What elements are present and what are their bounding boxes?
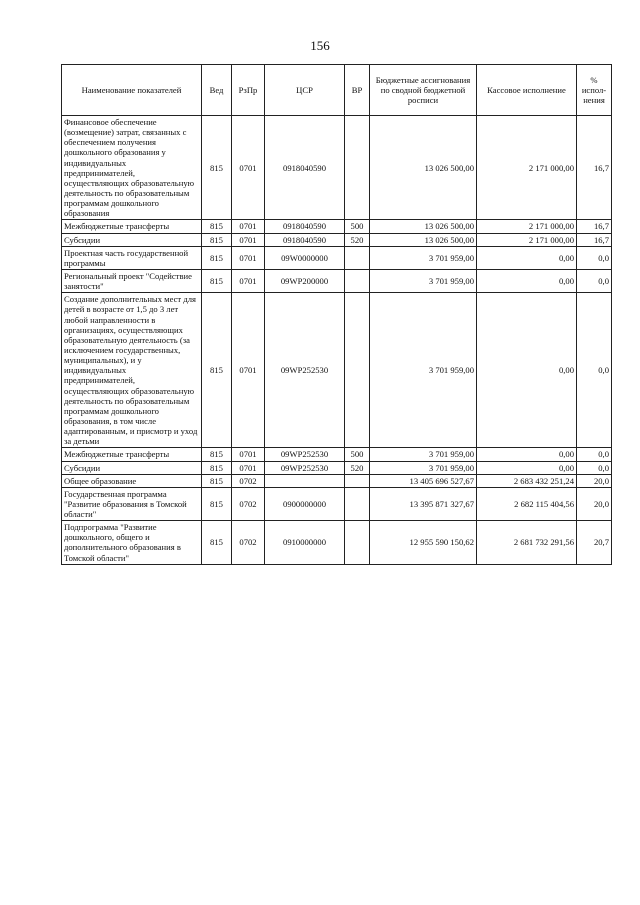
table-row xyxy=(62,448,612,461)
cell-ved: 815 xyxy=(202,448,232,461)
cell-rzpr: 0701 xyxy=(232,448,265,461)
cell-assignations: 13 026 500,00 xyxy=(370,116,477,220)
cell-assignations: 3 701 959,00 xyxy=(370,448,477,461)
table-row xyxy=(62,521,612,565)
cell-name: Межбюджетные трансферты xyxy=(62,220,202,233)
header-rzpr: РзПр xyxy=(232,65,265,116)
table-row xyxy=(62,116,612,220)
cell-vr: 500 xyxy=(345,448,370,461)
header-percent: % испол-нения xyxy=(577,65,612,116)
cell-name: Субсидии xyxy=(62,233,202,246)
cell-percent: 0,0 xyxy=(577,246,612,269)
cell-ved: 815 xyxy=(202,461,232,474)
cell-csr: 0910000000 xyxy=(265,521,345,565)
cell-percent: 20,7 xyxy=(577,521,612,565)
cell-execution: 0,00 xyxy=(477,246,577,269)
cell-rzpr: 0701 xyxy=(232,116,265,220)
cell-execution: 2 681 732 291,56 xyxy=(477,521,577,565)
cell-rzpr: 0702 xyxy=(232,487,265,520)
cell-vr: 520 xyxy=(345,233,370,246)
cell-ved: 815 xyxy=(202,246,232,269)
cell-name: Финансовое обеспечение (возмещение) затрат, связанных с обеспечением получения дошкольного образования у индивидуальных предпринимателей, осуществляющих образовательную деятельность по образовательным программам дошкольного образования xyxy=(62,116,202,220)
cell-csr: 09WP252530 xyxy=(265,293,345,448)
table-row xyxy=(62,461,612,474)
cell-csr: 0900000000 xyxy=(265,487,345,520)
cell-csr: 0918040590 xyxy=(265,116,345,220)
cell-execution: 2 683 432 251,24 xyxy=(477,474,577,487)
cell-execution: 2 171 000,00 xyxy=(477,116,577,220)
cell-csr: 09WP200000 xyxy=(265,269,345,292)
table-row xyxy=(62,220,612,233)
cell-name: Общее образование xyxy=(62,474,202,487)
cell-ved: 815 xyxy=(202,233,232,246)
cell-rzpr: 0701 xyxy=(232,220,265,233)
cell-ved: 815 xyxy=(202,220,232,233)
cell-assignations: 13 405 696 527,67 xyxy=(370,474,477,487)
cell-name: Подпрограмма "Развитие дошкольного, общего и дополнительного образования в Томской области" xyxy=(62,521,202,565)
cell-assignations: 3 701 959,00 xyxy=(370,269,477,292)
cell-rzpr: 0701 xyxy=(232,269,265,292)
cell-ved: 815 xyxy=(202,474,232,487)
header-ved: Вед xyxy=(202,65,232,116)
cell-name: Субсидии xyxy=(62,461,202,474)
cell-csr: 09W0000000 xyxy=(265,246,345,269)
table-row xyxy=(62,474,612,487)
cell-vr xyxy=(345,116,370,220)
header-csr: ЦСР xyxy=(265,65,345,116)
cell-rzpr: 0702 xyxy=(232,521,265,565)
table-row xyxy=(62,269,612,292)
cell-name: Проектная часть государственной программы xyxy=(62,246,202,269)
header-name: Наименование показателей xyxy=(62,65,202,116)
table-row xyxy=(62,233,612,246)
cell-name: Создание дополнительных мест для детей в возрасте от 1,5 до 3 лет любой направленности в организациях, осуществляющих образовательную деятельность (за исключением государственных, муниципальных), и у индивидуальных предпринимателей, осуществляющих образовательную деятельность по образовательным программам дошкольного образования, в том числе адаптированным, и присмотр и уход за детьми xyxy=(62,293,202,448)
header-vr: ВР xyxy=(345,65,370,116)
cell-csr: 09WP252530 xyxy=(265,448,345,461)
cell-percent: 0,0 xyxy=(577,269,612,292)
cell-ved: 815 xyxy=(202,293,232,448)
cell-vr xyxy=(345,487,370,520)
cell-percent: 0,0 xyxy=(577,293,612,448)
cell-csr: 09WP252530 xyxy=(265,461,345,474)
cell-percent: 16,7 xyxy=(577,220,612,233)
cell-rzpr: 0701 xyxy=(232,233,265,246)
cell-assignations: 12 955 590 150,62 xyxy=(370,521,477,565)
cell-vr xyxy=(345,246,370,269)
cell-name: Межбюджетные трансферты xyxy=(62,448,202,461)
cell-percent: 16,7 xyxy=(577,116,612,220)
cell-assignations: 13 026 500,00 xyxy=(370,233,477,246)
cell-percent: 0,0 xyxy=(577,461,612,474)
cell-csr: 0918040590 xyxy=(265,233,345,246)
cell-name: Региональный проект "Содействие занятости" xyxy=(62,269,202,292)
table-header-row xyxy=(62,65,612,116)
cell-vr xyxy=(345,269,370,292)
cell-vr xyxy=(345,293,370,448)
cell-ved: 815 xyxy=(202,116,232,220)
cell-assignations: 13 026 500,00 xyxy=(370,220,477,233)
cell-percent: 20,0 xyxy=(577,474,612,487)
cell-name: Государственная программа "Развитие образования в Томской области" xyxy=(62,487,202,520)
cell-percent: 0,0 xyxy=(577,448,612,461)
cell-execution: 0,00 xyxy=(477,461,577,474)
cell-assignations: 3 701 959,00 xyxy=(370,246,477,269)
cell-vr: 500 xyxy=(345,220,370,233)
table-row xyxy=(62,487,612,520)
budget-table xyxy=(61,64,612,565)
cell-execution: 0,00 xyxy=(477,269,577,292)
table-row xyxy=(62,246,612,269)
cell-percent: 20,0 xyxy=(577,487,612,520)
cell-vr xyxy=(345,474,370,487)
header-execution: Кассовое исполнение xyxy=(477,65,577,116)
cell-execution: 2 171 000,00 xyxy=(477,233,577,246)
cell-assignations: 3 701 959,00 xyxy=(370,293,477,448)
cell-ved: 815 xyxy=(202,521,232,565)
cell-rzpr: 0701 xyxy=(232,461,265,474)
cell-rzpr: 0701 xyxy=(232,246,265,269)
cell-percent: 16,7 xyxy=(577,233,612,246)
cell-rzpr: 0702 xyxy=(232,474,265,487)
cell-csr xyxy=(265,474,345,487)
cell-execution: 2 682 115 404,56 xyxy=(477,487,577,520)
cell-execution: 2 171 000,00 xyxy=(477,220,577,233)
cell-execution: 0,00 xyxy=(477,448,577,461)
cell-assignations: 13 395 871 327,67 xyxy=(370,487,477,520)
cell-assignations: 3 701 959,00 xyxy=(370,461,477,474)
header-assignations: Бюджетные ассигнования по сводной бюджетной росписи xyxy=(370,65,477,116)
table-row xyxy=(62,293,612,448)
page-number: 156 xyxy=(310,38,330,53)
cell-rzpr: 0701 xyxy=(232,293,265,448)
cell-ved: 815 xyxy=(202,269,232,292)
cell-ved: 815 xyxy=(202,487,232,520)
cell-vr xyxy=(345,521,370,565)
cell-execution: 0,00 xyxy=(477,293,577,448)
cell-vr: 520 xyxy=(345,461,370,474)
cell-csr: 0918040590 xyxy=(265,220,345,233)
